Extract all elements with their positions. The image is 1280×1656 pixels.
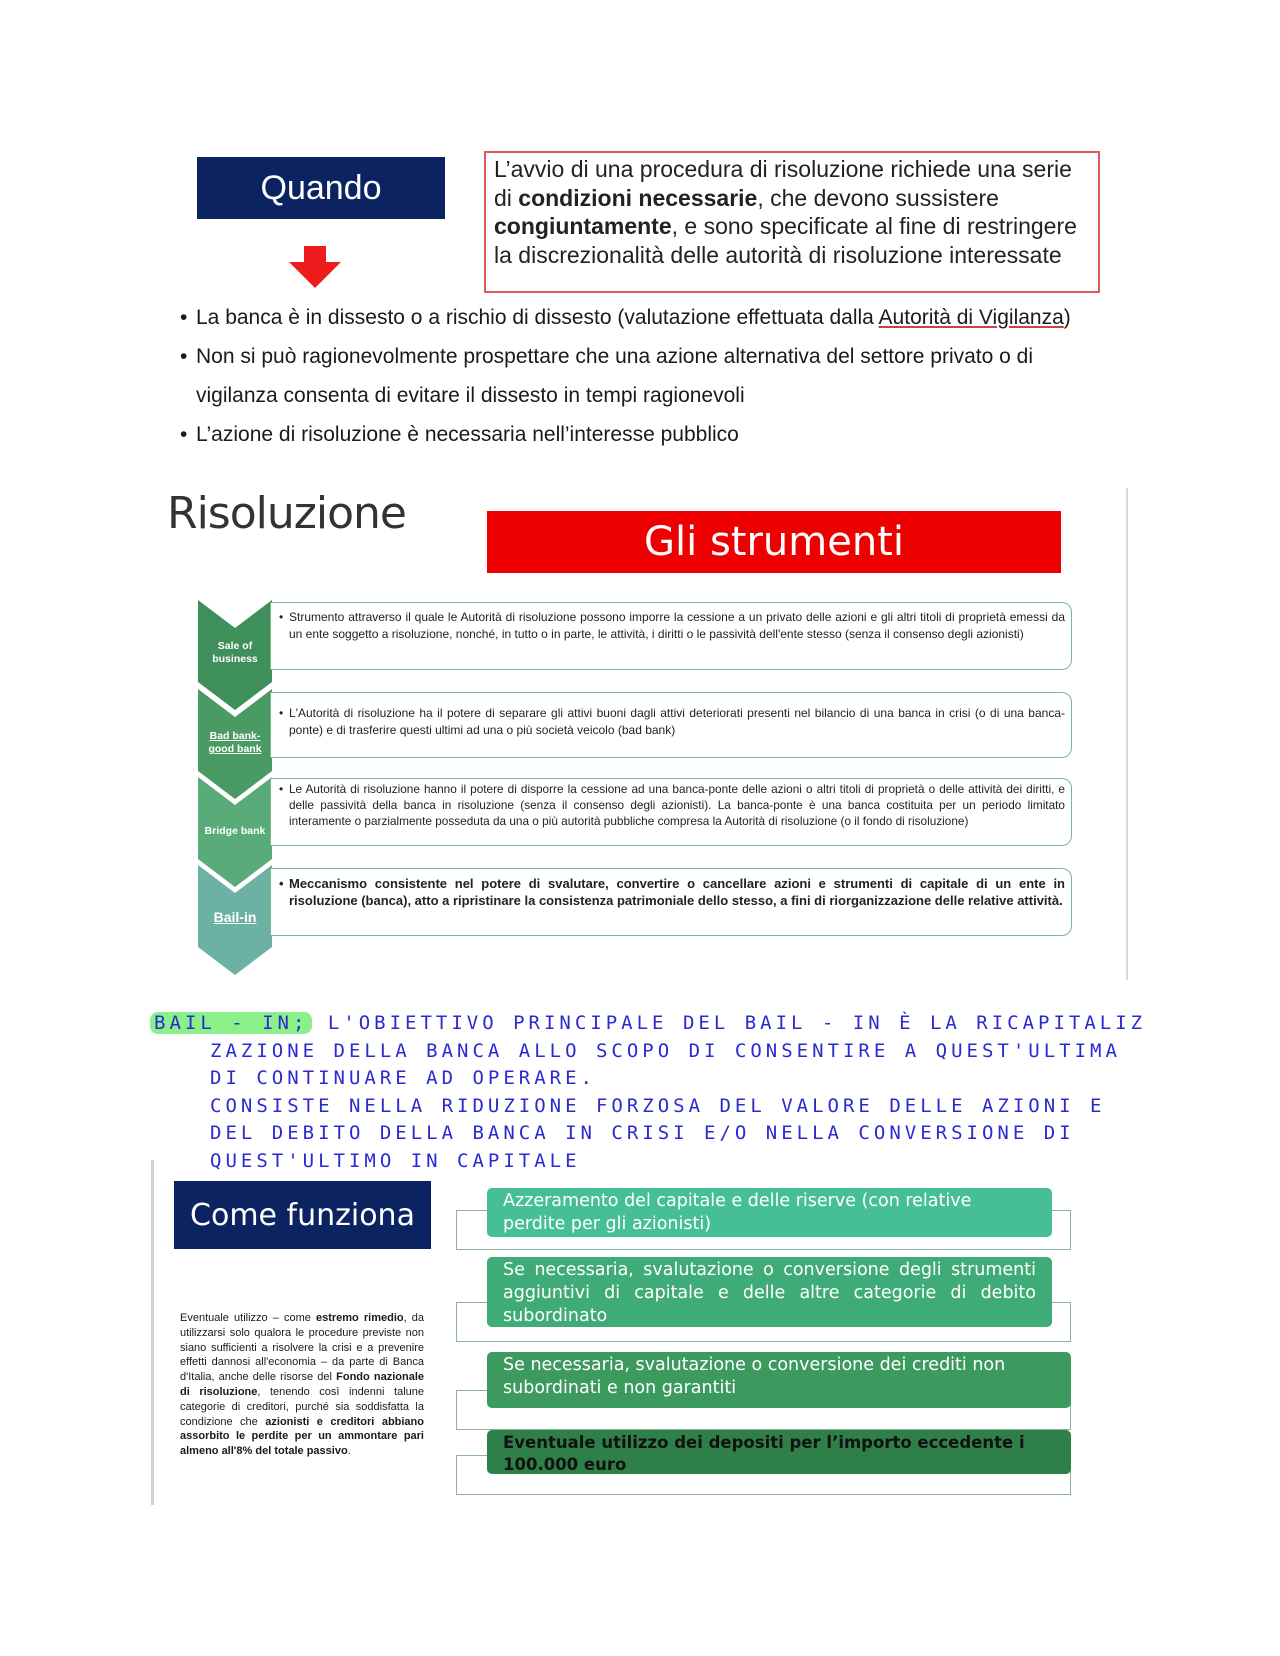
tool-label-sale-of-business: Sale of business: [212, 640, 258, 665]
note-text: Eventuale utilizzo – come: [180, 1312, 316, 1324]
handwritten-line-2: ZAZIONE DELLA BANCA ALLO SCOPO DI CONSENTIRE A QUEST'ULTIMA: [210, 1039, 1121, 1062]
bullet-dot: •: [279, 782, 284, 796]
down-arrow-icon: [287, 246, 343, 288]
tool-label-bridge-bank: Bridge bank: [204, 825, 266, 837]
intro-bold-congiuntamente: congiuntamente: [494, 213, 672, 239]
tool-text: L'Autorità di risoluzione ha il potere di separare gli attivi buoni dagli attivi deteriorati presenti nel bilancio di una banca in crisi (o di una banca-ponte) e di trasferire questi ultimi ad una o più società veicolo (bad bank): [289, 706, 1065, 737]
note-bold: azionisti e creditori abbiano assorbito le perdite per un ammontare pari almeno all'8% del totale passivo: [180, 1415, 424, 1458]
handwritten-line-3: DI CONTINUARE AD OPERARE.: [210, 1067, 596, 1089]
tool-text: Meccanismo consistente nel potere di svalutare, convertire o cancellare azioni e strumenti di capitale di un ente in risoluzione (banca), atto a ripristinare la consistenza patrimoniale dello stesso, a fini di riorganizzazione delle relative attività.: [289, 876, 1065, 908]
tool-description-bad-bank: [270, 692, 1072, 758]
come-funziona-title-text: Come funziona: [190, 1197, 415, 1233]
strumenti-banner-text: Gli strumenti: [644, 519, 904, 565]
note-text: .: [347, 1445, 351, 1458]
slide-divider: [151, 1160, 154, 1505]
handwritten-line-6: QUEST'ULTIMO IN CAPITALE: [210, 1149, 581, 1172]
risoluzione-title: Risoluzione: [167, 488, 406, 539]
tool-label-bail-in: Bail-in: [213, 909, 257, 925]
condition-1-text: La banca è in dissesto o a rischio di dissesto (valutazione effettuata dalla: [196, 306, 879, 329]
note-bold: Fondo nazionale di risoluzione: [180, 1371, 425, 1398]
handwritten-line-5: DEL DEBITO DELLA BANCA IN CRISI E/O NELLA CONVERSIONE DI: [210, 1122, 1075, 1144]
tool-text: Le Autorità di risoluzione hanno il potere di disporre la cessione ad una banca-ponte delle azioni o altri titoli di proprietà o delle attività dei diritti, e delle passività della banca in risoluzione (senza il consenso degli azionisti). La banca-ponte è una banca costituita per un periodo limitato interamente o parzialmente posseduta da una o più autorità pubbliche compresa la Autorità di risoluzione (o il fondo di risoluzione): [289, 782, 1065, 828]
condition-item: • Non si può ragionevolmente prospettare che una azione alternativa del settore privato o di vigilanza consenta di evitare il dissesto in tempi ragionevoli: [180, 337, 1080, 415]
handwritten-highlight: BAIL - IN;: [150, 1012, 312, 1034]
handwritten-line-1: L'OBIETTIVO PRINCIPALE DEL BAIL - IN È LA RICAPITALIZ: [327, 1012, 1147, 1034]
intro-text-2: , che devono sussistere: [757, 184, 999, 211]
step-azzeramento-capitale: Azzeramento del capitale e delle riserve (con relative perdite per gli azionisti): [487, 1188, 1052, 1237]
fondo-risoluzione-note: [180, 1311, 424, 1459]
intro-bold-necessarie: condizioni necessarie: [518, 184, 758, 211]
bullet-dot: •: [279, 610, 284, 624]
condition-1-close: ): [1063, 306, 1071, 329]
step-crediti-non-subordinati: Se necessaria, svalutazione o conversione dei crediti non subordinati e non garantiti: [487, 1352, 1071, 1408]
step-strumenti-aggiuntivi: Se necessaria, svalutazione o conversione degli strumenti aggiuntivi di capitale e delle altre categorie di debito subordinato: [487, 1257, 1052, 1327]
tool-description-bail-in: [270, 868, 1072, 936]
note-text: , da utilizzarsi solo qualora le procedure previste non siano sufficienti a risolvere la crisi e a prevenire effetti dannosi all'economia – da parte di Banca d'Italia, anche delle risorse del: [180, 1312, 424, 1384]
quando-title-text: Quando: [260, 168, 382, 207]
note-bold: estremo rimedio: [315, 1312, 404, 1324]
tool-label-bad-bank: Bad bank-good bank: [208, 730, 262, 755]
conditions-list: [180, 298, 1080, 454]
quando-title: [197, 157, 445, 219]
condition-item: [180, 298, 1080, 337]
step-utilizzo-depositi: Eventuale utilizzo dei depositi per l’importo eccedente i 100.000 euro: [487, 1430, 1071, 1474]
condition-item: • L’azione di risoluzione è necessaria nell’interesse pubblico: [180, 415, 1080, 454]
bullet-dot: •: [279, 706, 284, 720]
slide-divider: [1126, 488, 1128, 980]
strumenti-banner: [487, 511, 1061, 573]
handwritten-line-4: CONSISTE NELLA RIDUZIONE FORZOSA DEL VALORE DELLE AZIONI E: [210, 1094, 1106, 1117]
handwritten-note: [150, 1010, 1150, 1175]
intro-text-3: , e sono specificate al fine di restringere la discrezionalità delle autorità di risoluzione interessate: [494, 213, 1077, 268]
tool-description-bridge-bank: [270, 778, 1072, 846]
bullet-dot: •: [279, 876, 284, 891]
tool-text: Strumento attraverso il quale le Autorità di risoluzione possono imporre la cessione a un privato delle azioni e gli altri titoli di proprietà emessi da un ente soggetto a risoluzione, nonché, in tutto o in parte, le attività, i diritti o le passività dell'ente stesso (senza il consenso degli azionisti): [289, 610, 1065, 641]
tool-description-sale-of-business: [270, 602, 1072, 670]
condition-1-underlined: Autorità di Vigilanza: [878, 306, 1064, 329]
intro-text-1: L’avvio di una procedura di risoluzione richiede una serie di: [494, 156, 1072, 211]
note-text: , tenendo così indenni talune categorie di creditori, purché sia soddisfatta la condizione che: [180, 1385, 424, 1428]
come-funziona-title: [174, 1181, 431, 1249]
conditions-intro-box: [484, 151, 1100, 293]
